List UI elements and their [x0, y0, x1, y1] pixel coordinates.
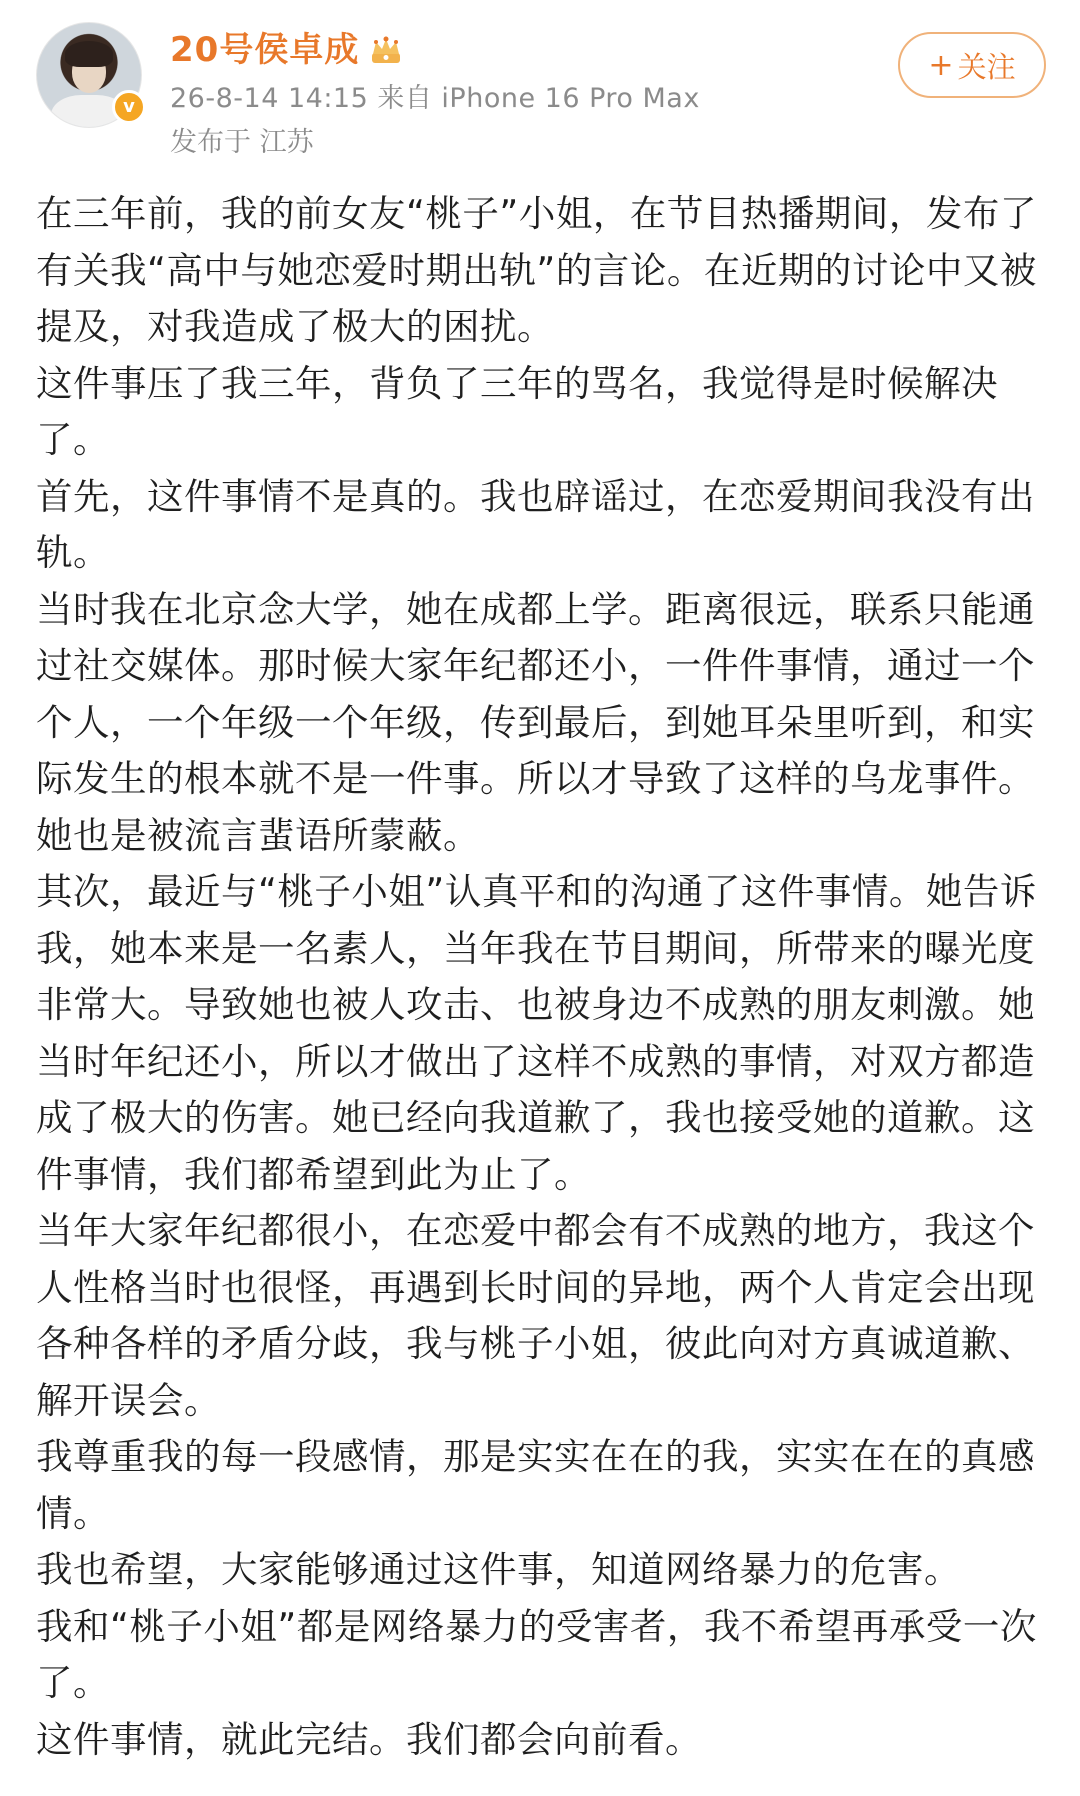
plus-icon: + — [928, 47, 954, 83]
post-paragraph: 这件事情，就此完结。我们都会向前看。 — [36, 1717, 702, 1761]
post-paragraph: 其次，最近与“桃子小姐”认真平和的沟通了这件事情。她告诉我，她本来是一名素人，当年我在节目期间，所带来的曝光度非常大。导致她也被人攻击、也被身边不成熟的朋友刺激。她当时年纪还小，所以才做出了这样不成熟的事情，对双方都造成了极大的伤害。她已经向我道歉了，我也接受她的道歉。这件事情，我们都希望到此为止了。 — [36, 870, 1037, 1196]
post-time-device: 26-8-14 14:15 来自 iPhone 16 Pro Max — [170, 83, 700, 114]
crown-icon — [369, 33, 403, 67]
post-paragraph: 首先，这件事情不是真的。我也辟谣过，在恋爱期间我没有出轨。 — [36, 474, 1035, 574]
author-name[interactable]: 20号侯卓成 — [170, 30, 360, 70]
post-paragraph: 当年大家年纪都很小，在恋爱中都会有不成熟的地方，我这个人性格当时也很怪，再遇到长时间的异地，两个人肯定会出现各种各样的矛盾分歧，我与桃子小姐，彼此向对方真诚道歉、解开误会。 — [36, 1209, 1035, 1422]
follow-button[interactable] — [898, 32, 1046, 98]
post-paragraph: 当时我在北京念大学，她在成都上学。距离很远，联系只能通过社交媒体。那时候大家年纪都还小，一件件事情，通过一个个人，一个年级一个年级，传到最后，到她耳朵里听到，和实际发生的根本就不是一件事。所以才导致了这样的乌龙事件。她也是被流言蜚语所蒙蔽。 — [36, 587, 1035, 857]
post-paragraph: 我也希望，大家能够通过这件事，知道网络暴力的危害。 — [36, 1548, 961, 1591]
post-paragraph: 我尊重我的每一段感情，那是实实在在的我，实实在在的真感情。 — [36, 1435, 1035, 1535]
post-location: 发布于 江苏 — [170, 127, 314, 158]
avatar-hair — [65, 41, 113, 67]
username-row — [170, 26, 403, 74]
post-header — [0, 0, 1080, 170]
author-avatar[interactable] — [36, 22, 140, 126]
verified-badge-icon: v — [112, 90, 146, 124]
follow-label: 关注 — [957, 49, 1016, 84]
post-paragraph: 在三年前，我的前女友“桃子”小姐，在节目热播期间，发布了有关我“高中与她恋爱时期出轨”的言论。在近期的讨论中又被提及，对我造成了极大的困扰。 — [36, 192, 1037, 348]
post-paragraph: 这件事压了我三年，背负了三年的骂名，我觉得是时候解决了。 — [36, 361, 998, 461]
post-paragraph: 我和“桃子小姐”都是网络暴力的受害者，我不希望再承受一次了。 — [36, 1604, 1037, 1704]
post-content — [36, 186, 1048, 1768]
